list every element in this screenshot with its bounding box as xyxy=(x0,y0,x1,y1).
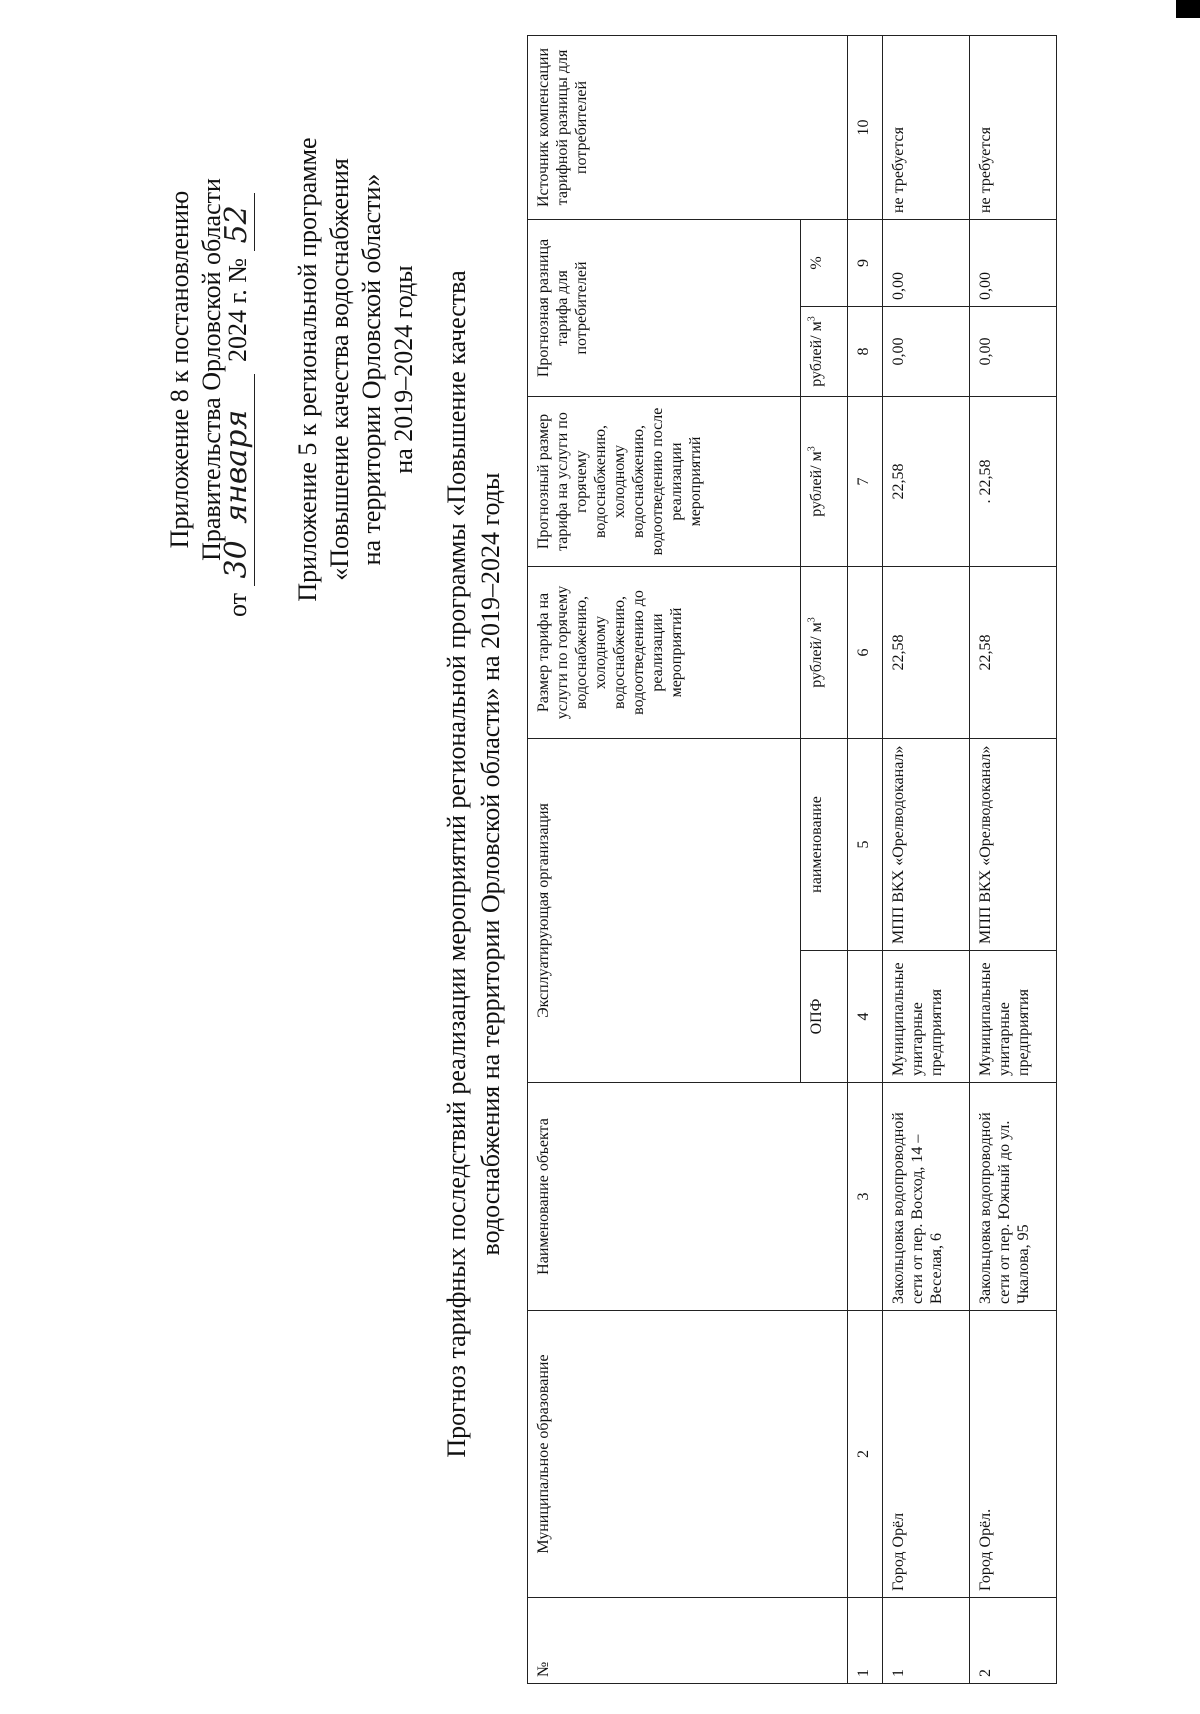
cell-diff-pct: 0,00 xyxy=(970,220,1057,307)
title-line-1: Прогноз тарифных последствий реализации мероприятий региональной программы «Повышение качества xyxy=(442,270,471,1458)
date-year: 2024 г. № xyxy=(223,257,252,362)
cell-object: Закольцовка водопроводной сети от пер. Южный до ул. Чкалова, 95 xyxy=(970,1083,1057,1311)
appendix-8-line-2: Правительства Орловской области xyxy=(197,178,226,561)
cell-tariff-after: . 22,58 xyxy=(970,397,1057,567)
header-num: № xyxy=(528,1598,848,1684)
tariff-forecast-table xyxy=(527,35,1057,1684)
document-title xyxy=(440,74,508,1654)
cell-diff-rub: 0,00 xyxy=(970,307,1057,397)
cell-municipality: Город Орёл. xyxy=(970,1311,1057,1598)
cell-num: 1 xyxy=(883,1598,970,1684)
appendix-5-reference xyxy=(292,0,420,739)
column-number-row xyxy=(848,36,883,1684)
scan-edge-mark xyxy=(1176,0,1200,18)
column-number: 1 xyxy=(848,1598,883,1684)
unit-cube-sup: 3 xyxy=(806,316,818,322)
title-line-2: водоснабжения на территории Орловской области» на 2019–2024 годы xyxy=(476,472,505,1256)
cell-comp-source: не требуется xyxy=(883,36,970,220)
cell-comp-source: не требуется xyxy=(970,36,1057,220)
column-number: 3 xyxy=(848,1083,883,1311)
unit-cube-sup: 3 xyxy=(806,446,818,452)
appendix-5-line-2: «Повышение качества водоснабжения xyxy=(325,158,354,581)
cell-opf: Муниципальные унитарные предприятия xyxy=(883,951,970,1083)
table-row xyxy=(970,36,1057,1684)
unit-cube-sup: 3 xyxy=(806,617,818,623)
unit-org-name: наименование xyxy=(801,739,848,951)
cell-org-name: МПП ВКХ «Орелводоканал» xyxy=(970,739,1057,951)
column-number: 2 xyxy=(848,1311,883,1598)
unit-tariff-before xyxy=(801,567,848,739)
handwritten-month: января xyxy=(219,409,254,524)
column-number: 10 xyxy=(848,36,883,220)
header-tariff-diff: Прогнозная разница тарифа для потребителей xyxy=(528,220,801,397)
unit-diff-rub-text: рублей/ м xyxy=(808,321,825,387)
column-number: 5 xyxy=(848,739,883,951)
appendix-8-reference xyxy=(164,0,228,739)
column-number: 8 xyxy=(848,307,883,397)
unit-diff-rub xyxy=(801,307,848,397)
appendix-5-line-4: на 2019–2024 годы xyxy=(389,265,418,474)
cell-tariff-before: 22,58 xyxy=(883,567,970,739)
handwritten-number: 52 xyxy=(219,205,254,244)
cell-municipality: Город Орёл xyxy=(883,1311,970,1598)
cell-diff-pct: 0,00 xyxy=(883,220,970,307)
header-operator: Эксплуатирующая организация xyxy=(528,739,801,1083)
unit-diff-pct: % xyxy=(801,220,848,307)
header-municipality: Муниципальное образование xyxy=(528,1311,848,1598)
cell-diff-rub: 0,00 xyxy=(883,307,970,397)
date-day-month-field xyxy=(221,374,255,586)
cell-tariff-before: 22,58 xyxy=(970,567,1057,739)
unit-tariff-after-text: рублей/ м xyxy=(808,451,825,517)
appendix-5-line-3: на территории Орловской области» xyxy=(357,173,386,566)
cell-num: 2 xyxy=(970,1598,1057,1684)
unit-opf: ОПФ xyxy=(801,951,848,1083)
cell-opf: Муниципальные унитарные предприятия xyxy=(970,951,1057,1083)
column-number: 4 xyxy=(848,951,883,1083)
decree-date-line xyxy=(221,0,255,739)
appendix-8-line-1: Приложение 8 к постановлению xyxy=(165,190,194,549)
cell-tariff-after: 22,58 xyxy=(883,397,970,567)
unit-tariff-after xyxy=(801,397,848,567)
cell-object: Закольцовка водопроводной сети от пер. Восход, 14 – Веселая, 6 xyxy=(883,1083,970,1311)
appendix-5-line-1: Приложение 5 к региональной программе xyxy=(293,137,322,602)
table-header-row xyxy=(528,36,801,1684)
decree-number-field xyxy=(221,193,255,251)
handwritten-day: 30 xyxy=(219,540,254,579)
cell-org-name: МПП ВКХ «Орелводоканал» xyxy=(883,739,970,951)
column-number: 7 xyxy=(848,397,883,567)
date-prefix: от xyxy=(223,592,252,617)
header-tariff-before: Размер тарифа на услуги по горячему водоснабжению, холодному водоснабжению, водоотведению до реализации мероприятий xyxy=(528,567,801,739)
unit-tariff-before-text: рублей/ м xyxy=(808,622,825,688)
table-row xyxy=(883,36,970,1684)
header-tariff-after: Прогнозный размер тарифа на услуги по горячему водоснабжению, холодному водоснабжению, водоотведению после реализации мероприятий xyxy=(528,397,801,567)
header-compensation-source: Источник компенсации тарифной разницы для потребителей xyxy=(528,36,848,220)
header-object-name: Наименование объекта xyxy=(528,1083,848,1311)
column-number: 9 xyxy=(848,220,883,307)
column-number: 6 xyxy=(848,567,883,739)
